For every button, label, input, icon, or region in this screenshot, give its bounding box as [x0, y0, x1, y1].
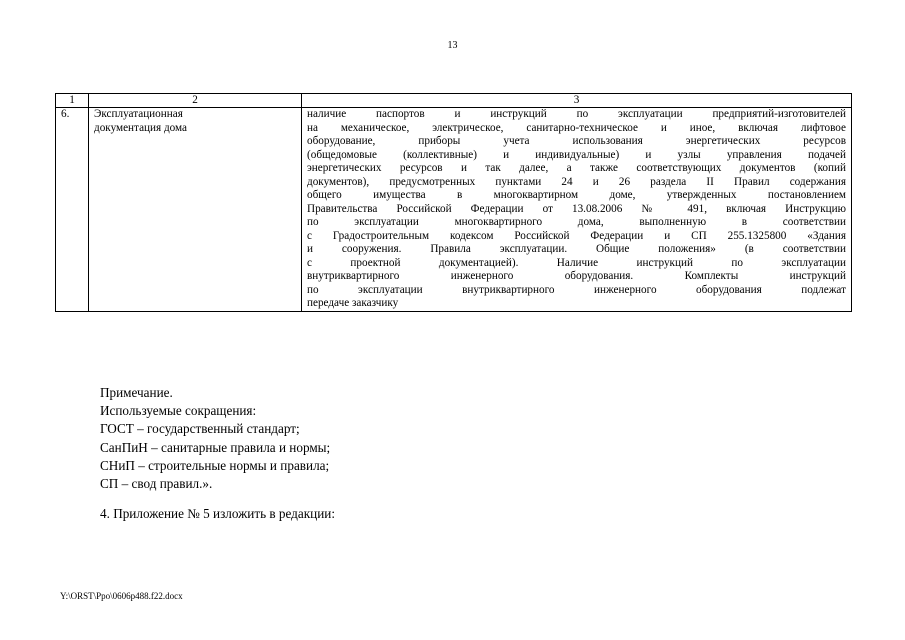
description-line: общего имущества в многоквартирном доме, утвержденных постановлением: [307, 189, 846, 201]
column-header-3: 3: [302, 94, 852, 108]
description-line: по эксплуатации многоквартирного дома, выполненную в соответствии: [307, 216, 846, 228]
description-line: наличие паспортов и инструкций по эксплуатации предприятий-изготовителей: [307, 108, 846, 120]
note-block: [100, 384, 330, 493]
description-line: документов), предусмотренных пунктами 24 и 26 раздела II Правил содержания: [307, 175, 846, 188]
table-row: [56, 108, 852, 312]
row-name-line: Эксплуатационная: [94, 108, 183, 120]
note-subtitle: Используемые сокращения:: [100, 403, 257, 419]
column-header-2: 2: [89, 94, 302, 108]
abbreviation-item: СанПиН – санитарные правила и нормы;: [100, 439, 331, 455]
abbreviation-item: ГОСТ – государственный стандарт;: [100, 421, 300, 437]
description-line: Правительства Российской Федерации от 13.08.2006 № 491, включая Инструкцию: [307, 202, 846, 215]
abbreviation-item: СП – свод правил.».: [100, 476, 213, 492]
description-line: оборудование, приборы учета использования энергетических ресурсов: [307, 135, 846, 147]
description-line: с проектной документацией). Наличие инструкций по эксплуатации: [307, 256, 846, 269]
description-line: с Градостроительным кодексом Российской Федерации и СП 255.1325800 «Здания: [307, 229, 846, 242]
row-number: 6.: [56, 108, 89, 312]
row-name-line: документация дома: [94, 121, 187, 134]
page-number: 13: [447, 40, 458, 51]
description-line: на механическое, электрическое, санитарно-техническое и иное, включая лифтовое: [307, 121, 846, 134]
file-path-footer: Y:\ORST\Ppo\0606p488.f22.docx: [60, 591, 183, 601]
description-line: внутриквартирного инженерного оборудования. Комплекты инструкций: [307, 270, 846, 282]
section-item-4: 4. Приложение № 5 изложить в редакции:: [100, 506, 335, 521]
description-line: энергетических ресурсов и так далее, а также соответствующих документов (копий: [307, 162, 846, 174]
requirements-table: [55, 93, 852, 312]
description-line: и сооружения. Правила эксплуатации. Общие положения» (в соответствии: [307, 243, 846, 255]
table-header-row: [56, 94, 852, 108]
description-line: по эксплуатации внутриквартирного инженерного оборудования подлежат: [307, 283, 846, 296]
row-name: [89, 108, 302, 312]
description-line: передаче заказчику: [307, 297, 399, 309]
description-line: (общедомовые (коллективные) и индивидуальные) и узлы управления подачей: [307, 148, 846, 161]
abbreviation-item: СНиП – строительные нормы и правила;: [100, 457, 330, 473]
column-header-1: 1: [56, 94, 89, 108]
note-title: Примечание.: [100, 385, 173, 400]
row-description: [302, 108, 852, 312]
